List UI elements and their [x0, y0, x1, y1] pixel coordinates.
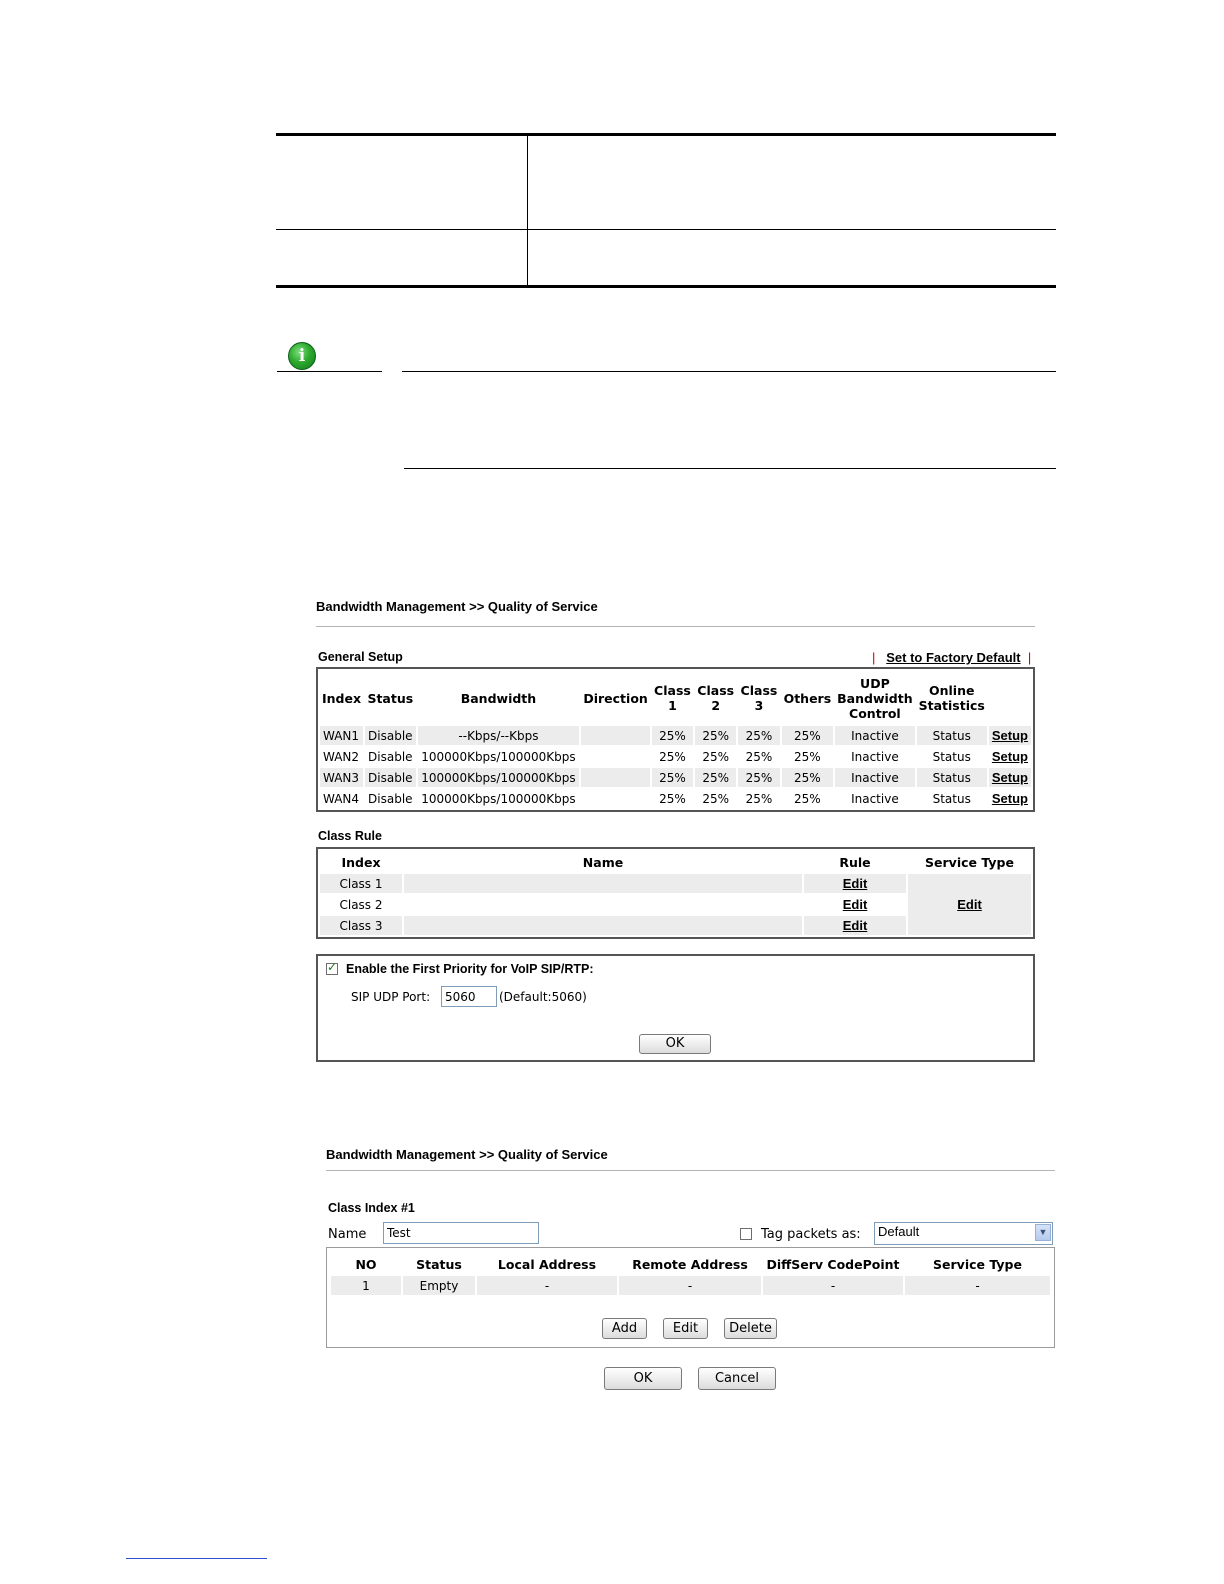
col-service-type: Service Type: [925, 854, 1014, 870]
class-rules-table: [329, 1252, 1052, 1297]
wan-index: WAN2: [323, 749, 360, 764]
setup-link[interactable]: Setup: [991, 791, 1028, 806]
col-local-address: Local Address: [497, 1256, 597, 1272]
class-rule-label: Class Rule: [318, 829, 382, 843]
tag-packets-value: Default: [878, 1224, 920, 1239]
name-label: Name: [328, 1227, 367, 1242]
setup-link[interactable]: Setup: [991, 770, 1028, 785]
desc-table-bottom-border: [276, 285, 1056, 288]
col-class2: Class 2: [697, 683, 735, 713]
rule-remote-address: -: [619, 1276, 761, 1295]
class-index: Class 1: [320, 874, 402, 893]
rule-edit-link[interactable]: Edit: [842, 897, 868, 912]
voip-ok-button[interactable]: OK: [639, 1034, 711, 1054]
wan-setup-cell: [989, 768, 1031, 787]
col-others: Others: [783, 690, 832, 706]
wan-direction: [581, 726, 649, 745]
wan-others: 25%: [782, 726, 834, 745]
wan-index: WAN1: [320, 726, 363, 745]
wan-online-status: Status: [932, 791, 971, 806]
table-row: [320, 747, 1031, 766]
col-name: Name: [582, 854, 624, 870]
wan-class1: 25%: [659, 791, 686, 806]
wan-class2: 25%: [695, 726, 736, 745]
table-row: [320, 726, 1031, 745]
wan-index: WAN4: [323, 791, 360, 806]
table-row: [320, 768, 1031, 787]
wan-others: 25%: [794, 791, 821, 806]
delete-button[interactable]: Delete: [724, 1318, 777, 1339]
class-rule-cell: [804, 916, 906, 935]
voip-priority-checkbox[interactable]: [326, 963, 338, 975]
wan-udp-control: Inactive: [851, 791, 899, 806]
desc-table-column-divider: [527, 136, 528, 285]
class-rule-table: [318, 850, 1033, 937]
info-icon: i: [288, 342, 316, 370]
chevron-down-icon[interactable]: ▼: [1035, 1224, 1051, 1241]
rule-no: 1: [331, 1276, 401, 1295]
wan-udp-control: Inactive: [835, 768, 914, 787]
table-row: [331, 1276, 1050, 1295]
wan-bandwidth: 100000Kbps/100000Kbps: [421, 791, 576, 806]
wan-status: Disable: [368, 791, 413, 806]
wan-others: 25%: [782, 768, 834, 787]
desc-table-row-divider: [276, 229, 1056, 230]
service-type-edit-link[interactable]: Edit: [957, 897, 982, 912]
page-title: Bandwidth Management >> Quality of Service: [326, 1147, 608, 1162]
setup-link[interactable]: Setup: [991, 728, 1028, 743]
sip-port-label: SIP UDP Port:: [351, 990, 431, 1004]
wan-class3: 25%: [738, 768, 779, 787]
wan-bandwidth: 100000Kbps/100000Kbps: [418, 768, 580, 787]
class-name-input[interactable]: [383, 1222, 539, 1244]
tag-packets-select[interactable]: [874, 1222, 1053, 1245]
col-status: Status: [416, 1256, 462, 1272]
wan-direction: [581, 789, 649, 808]
general-setup-label: General Setup: [318, 650, 403, 664]
factory-default-group: [872, 650, 1031, 665]
sip-udp-port-input[interactable]: [441, 986, 497, 1007]
class-index: Class 3: [320, 916, 402, 935]
col-class1: Class 1: [654, 683, 691, 713]
col-index: Index: [322, 690, 362, 706]
sip-port-default-note: (Default:5060): [499, 990, 587, 1004]
col-direction: Direction: [583, 690, 648, 706]
general-setup-table: [318, 670, 1033, 810]
col-rule: Rule: [839, 854, 871, 870]
tag-packets-label: Tag packets as:: [761, 1227, 861, 1242]
table-row: [320, 874, 1031, 893]
rule-status: Empty: [403, 1276, 475, 1295]
col-remote-address: Remote Address: [632, 1256, 748, 1272]
wan-status: Disable: [368, 749, 413, 764]
wan-online-status: Status: [917, 726, 987, 745]
cancel-button[interactable]: Cancel: [698, 1367, 776, 1390]
title-divider: [326, 1170, 1055, 1171]
voip-priority-label: Enable the First Priority for VoIP SIP/RTP:: [346, 962, 594, 976]
separator: |: [1027, 650, 1032, 665]
rule-service-type: -: [905, 1276, 1050, 1295]
table-row: [320, 789, 1031, 808]
wan-class2: 25%: [695, 768, 736, 787]
wan-setup-cell: [989, 726, 1031, 745]
wan-others: 25%: [794, 749, 821, 764]
note-bottom-line: [404, 468, 1056, 469]
footer-link-underline: [126, 1558, 267, 1559]
table-header-row: [320, 672, 1031, 724]
rule-diffserv: -: [763, 1276, 903, 1295]
wan-class3: 25%: [745, 749, 773, 764]
wan-online-status: Status: [932, 749, 971, 764]
setup-link[interactable]: Setup: [991, 749, 1028, 764]
col-online-statistics: Online Statistics: [918, 683, 985, 713]
col-udp-bandwidth-control: UDP Bandwidth Control: [837, 675, 913, 721]
col-status: Status: [367, 690, 414, 706]
col-index: Index: [341, 854, 381, 870]
class-name: [404, 874, 802, 893]
desc-table-top-border: [276, 133, 1056, 136]
wan-class3: 25%: [738, 726, 779, 745]
note-top-line: [402, 371, 1056, 372]
ok-button[interactable]: OK: [604, 1367, 682, 1390]
wan-online-status: Status: [917, 768, 987, 787]
rule-local-address: -: [477, 1276, 617, 1295]
wan-udp-control: Inactive: [835, 726, 914, 745]
wan-setup-cell: [989, 747, 1031, 766]
table-header-row: [331, 1254, 1050, 1274]
wan-class3: 25%: [745, 791, 773, 806]
wan-status: Disable: [365, 726, 416, 745]
title-divider: [316, 626, 1035, 627]
table-header-row: [320, 852, 1031, 872]
add-button[interactable]: Add: [602, 1318, 647, 1339]
wan-index: WAN3: [320, 768, 363, 787]
class-name: [404, 895, 802, 914]
class-index-label: Class Index #1: [328, 1201, 415, 1215]
class-name: [404, 916, 802, 935]
class-rule-panel: [316, 847, 1035, 939]
rule-edit-link[interactable]: Edit: [842, 918, 868, 933]
rule-edit-link[interactable]: Edit: [842, 876, 868, 891]
separator: |: [872, 650, 876, 665]
wan-class2: 25%: [702, 749, 730, 764]
page-title: Bandwidth Management >> Quality of Service: [316, 599, 598, 614]
general-setup-panel: [316, 667, 1035, 812]
wan-setup-cell: [989, 789, 1031, 808]
wan-class2: 25%: [702, 791, 730, 806]
class-rule-cell: [804, 895, 906, 914]
col-service-type: Service Type: [933, 1256, 1022, 1272]
wan-class1: 25%: [652, 768, 693, 787]
tag-packets-checkbox[interactable]: [740, 1228, 752, 1240]
wan-status: Disable: [365, 768, 416, 787]
set-to-factory-default-link[interactable]: Set to Factory Default: [886, 650, 1021, 665]
wan-class1: 25%: [652, 726, 693, 745]
col-bandwidth: Bandwidth: [460, 690, 537, 706]
col-no: NO: [355, 1256, 377, 1272]
wan-direction: [581, 768, 649, 787]
class-rule-cell: [804, 874, 906, 893]
col-class3: Class 3: [740, 683, 778, 713]
wan-direction: [581, 747, 649, 766]
wan-bandwidth: --Kbps/--Kbps: [418, 726, 580, 745]
col-diffserv-codepoint: DiffServ CodePoint: [766, 1256, 900, 1272]
note-label-underline: [277, 371, 382, 372]
col-setup: [989, 672, 1031, 724]
class-index: Class 2: [339, 897, 383, 912]
wan-udp-control: Inactive: [851, 749, 899, 764]
wan-class1: 25%: [659, 749, 686, 764]
wan-bandwidth: 100000Kbps/100000Kbps: [421, 749, 576, 764]
edit-button[interactable]: Edit: [663, 1318, 708, 1339]
service-type-cell: [908, 874, 1031, 935]
